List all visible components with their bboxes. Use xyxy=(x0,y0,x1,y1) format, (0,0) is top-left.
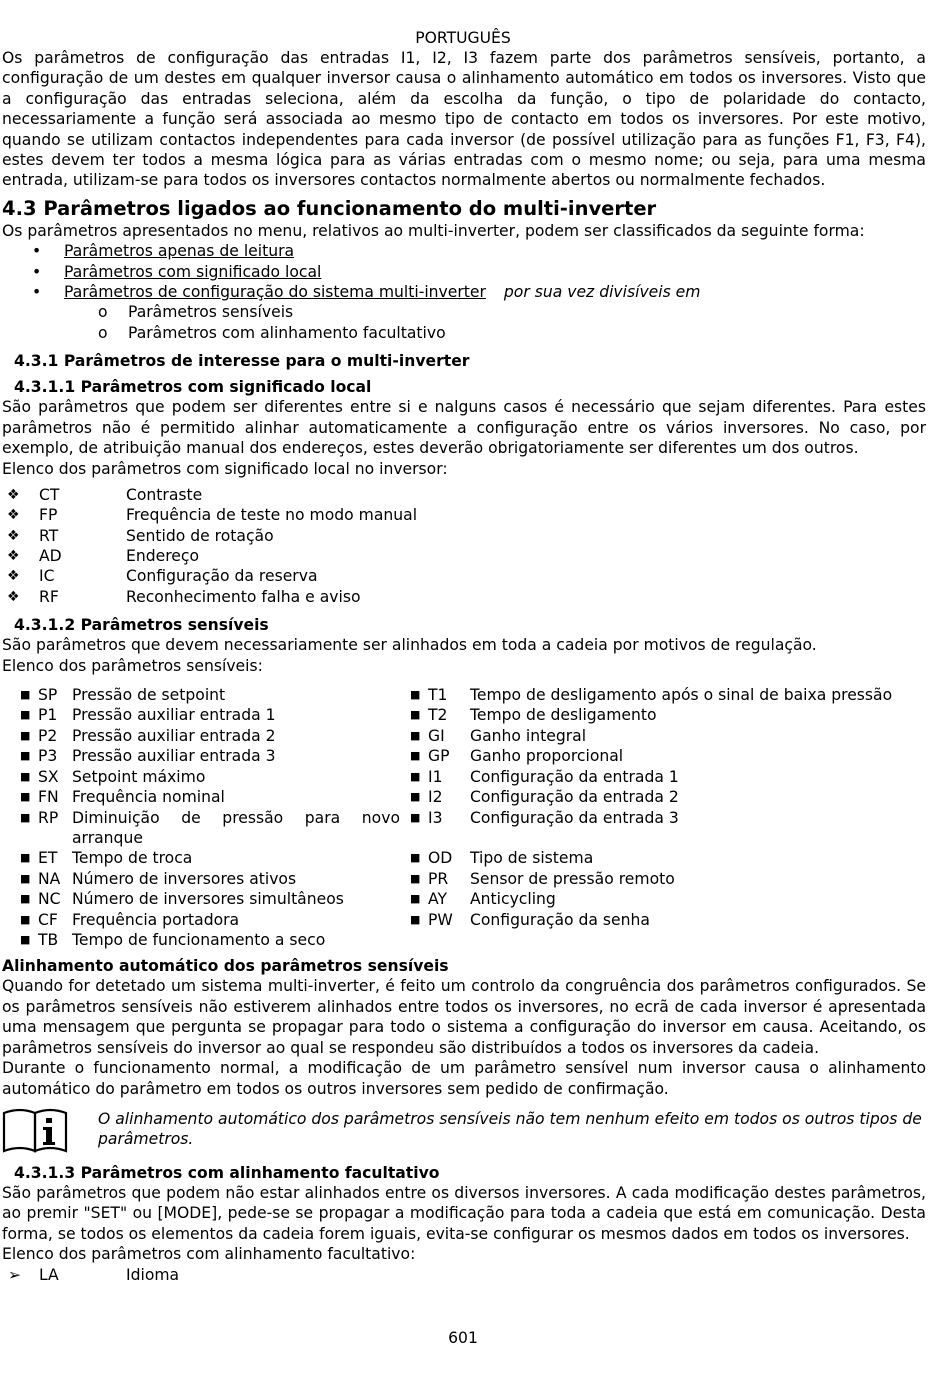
square-bullet-icon: ■ xyxy=(410,892,421,906)
square-bullet-icon: ■ xyxy=(410,769,421,783)
param-code: LA xyxy=(39,1265,59,1284)
arrow-bullet-icon: ➢ xyxy=(8,1265,22,1284)
list-item xyxy=(410,910,910,930)
square-bullet-icon: ■ xyxy=(20,749,31,763)
param-desc: Configuração da entrada 1 xyxy=(470,767,679,786)
param-desc: Configuração da entrada 2 xyxy=(470,788,679,807)
list-item xyxy=(2,526,926,546)
param-code: OD xyxy=(428,849,453,868)
square-bullet-icon: ■ xyxy=(20,769,31,783)
param-code: GP xyxy=(428,747,450,766)
square-bullet-icon: ■ xyxy=(20,871,31,885)
param-code: IC xyxy=(39,567,55,586)
param-code: T2 xyxy=(428,706,448,725)
section-4-3-1-3-title: 4.3.1.3 Parâmetros com alinhamento facultativo xyxy=(14,1163,440,1182)
list-item-label: Parâmetros com significado local xyxy=(64,262,322,281)
square-bullet-icon: ■ xyxy=(410,810,421,824)
alignment-paragraph-2: Durante o funcionamento normal, a modificação de um parâmetro sensível num inversor causa o alinhamento automático do parâmetro em todos os outros inversores sem pedido de confirmação. xyxy=(2,1059,926,1098)
list-item xyxy=(2,685,400,705)
param-desc: Reconhecimento falha e aviso xyxy=(126,587,361,606)
alignment-paragraph-1: Quando for detetado um sistema multi-inverter, é feito um controlo da congruência dos parâmetros configurados. Se os parâmetros sensíveis não estiverem alinhados entre todos os inversores, no ecrã de cada inversor é apresentada uma mensagem que pergunta se propagar para todo o sistema a configuração do inversor em causa. Aceitando, os parâmetros sensíveis do inversor ao qual se respondeu são distribuídos a todos os inversores da cadeia. xyxy=(2,977,926,1057)
param-desc: Endereço xyxy=(126,547,200,566)
classification-list xyxy=(2,241,926,302)
list-item xyxy=(2,930,400,950)
list-item xyxy=(410,808,910,828)
param-desc: Ganho integral xyxy=(470,726,587,745)
param-code: P3 xyxy=(38,747,58,766)
info-note-text: O alinhamento automático dos parâmetros sensíveis não tem nenhum efeito em todos os outros tipos de parâmetros. xyxy=(98,1109,922,1149)
square-bullet-icon: ■ xyxy=(410,749,421,763)
param-code: GI xyxy=(428,726,445,745)
sensitive-parameters-columns xyxy=(2,685,926,950)
list-item xyxy=(2,767,400,787)
list-item xyxy=(410,848,910,868)
square-bullet-icon: ■ xyxy=(20,912,31,926)
square-bullet-icon: ■ xyxy=(410,728,421,742)
list-item xyxy=(2,546,926,566)
param-desc: Tempo de troca xyxy=(72,849,193,868)
sensitive-left-list xyxy=(2,685,400,950)
list-item xyxy=(2,323,926,343)
square-bullet-icon: ■ xyxy=(410,871,421,885)
optional-list-intro: Elenco dos parâmetros com alinhamento facultativo: xyxy=(2,1245,416,1264)
list-item xyxy=(410,828,910,848)
sensitive-list-intro: Elenco dos parâmetros sensíveis: xyxy=(2,656,263,675)
list-item xyxy=(2,705,400,725)
list-item xyxy=(2,848,400,868)
param-code: P1 xyxy=(38,706,58,725)
param-code: TB xyxy=(38,930,59,949)
param-code: NA xyxy=(38,869,61,888)
param-code: SP xyxy=(38,686,58,705)
param-desc: Ganho proporcional xyxy=(470,747,624,766)
list-item xyxy=(410,787,910,807)
param-code: I3 xyxy=(428,808,443,827)
list-item xyxy=(2,787,400,807)
list-item xyxy=(2,302,926,322)
square-bullet-icon: ■ xyxy=(410,851,421,865)
param-code: SX xyxy=(38,767,59,786)
list-item xyxy=(2,505,926,525)
list-item xyxy=(410,746,910,766)
param-code: ET xyxy=(38,849,58,868)
square-bullet-icon: ■ xyxy=(410,790,421,804)
alignment-title: Alinhamento automático dos parâmetros sensíveis xyxy=(2,957,449,976)
list-item xyxy=(2,485,926,505)
list-item-label: Parâmetros com alinhamento facultativo xyxy=(128,323,446,342)
section-4-3-1-1-title: 4.3.1.1 Parâmetros com significado local xyxy=(14,378,372,397)
sub-classification-list xyxy=(2,302,926,343)
list-item xyxy=(2,889,400,909)
circle-bullet-icon: o xyxy=(98,323,108,342)
bullet-icon: • xyxy=(32,242,42,261)
param-desc: Configuração da reserva xyxy=(126,567,318,586)
square-bullet-icon: ■ xyxy=(20,892,31,906)
list-item-note: por sua vez divisíveis em xyxy=(503,283,701,302)
param-desc: Setpoint máximo xyxy=(72,767,206,786)
list-item-label: Parâmetros de configuração do sistema multi-inverter xyxy=(64,283,486,302)
square-bullet-icon: ■ xyxy=(20,688,31,702)
param-desc: Sensor de pressão remoto xyxy=(470,869,675,888)
square-bullet-icon: ■ xyxy=(20,932,31,946)
list-item xyxy=(2,910,400,930)
page-header: PORTUGUÊS xyxy=(415,29,511,47)
diamond-bullet-icon: ❖ xyxy=(7,486,20,503)
list-item xyxy=(2,262,926,282)
section-4-3-1-title: 4.3.1 Parâmetros de interesse para o multi-inverter xyxy=(14,352,470,371)
param-desc: Configuração da entrada 3 xyxy=(470,808,679,827)
list-item xyxy=(410,705,910,725)
list-item xyxy=(2,746,400,766)
param-code: I2 xyxy=(428,788,443,807)
list-item xyxy=(410,767,910,787)
param-desc: Contraste xyxy=(126,485,203,504)
param-code: AY xyxy=(428,890,447,909)
param-desc: Diminuição de pressão para novo arranque xyxy=(72,808,400,847)
square-bullet-icon: ■ xyxy=(20,728,31,742)
list-item-label: Parâmetros sensíveis xyxy=(128,303,294,322)
square-bullet-icon: ■ xyxy=(20,851,31,865)
local-parameters-list xyxy=(2,485,926,607)
square-bullet-icon: ■ xyxy=(410,912,421,926)
list-item xyxy=(2,587,926,607)
list-item xyxy=(410,869,910,889)
param-desc: Idioma xyxy=(126,1265,180,1284)
bullet-icon: • xyxy=(32,262,42,281)
param-desc: Pressão auxiliar entrada 2 xyxy=(72,726,276,745)
param-code: PR xyxy=(428,869,449,888)
param-desc: Tempo de funcionamento a seco xyxy=(72,930,326,949)
param-desc: Tipo de sistema xyxy=(470,849,594,868)
param-code: RT xyxy=(39,526,59,545)
list-item-label: Parâmetros apenas de leitura xyxy=(64,242,295,261)
list-item xyxy=(410,726,910,746)
section-4-3-title: 4.3 Parâmetros ligados ao funcionamento do multi-inverter xyxy=(2,196,657,220)
param-code: FP xyxy=(39,506,58,525)
list-item xyxy=(410,889,910,909)
square-bullet-icon: ■ xyxy=(410,688,421,702)
list-item xyxy=(2,1265,926,1285)
param-code: CT xyxy=(39,485,60,504)
param-code: FN xyxy=(38,788,59,807)
param-desc: Tempo de desligamento após o sinal de baixa pressão xyxy=(470,686,893,705)
list-item xyxy=(2,566,926,586)
square-bullet-icon: ■ xyxy=(20,708,31,722)
list-item xyxy=(2,282,926,302)
list-item xyxy=(410,685,910,705)
square-bullet-icon: ■ xyxy=(20,790,31,804)
param-desc: Número de inversores simultâneos xyxy=(72,890,344,909)
sensitive-left-column xyxy=(2,685,400,950)
param-code: NC xyxy=(38,890,61,909)
diamond-bullet-icon: ❖ xyxy=(7,527,20,544)
section-4-3-1-3-text: São parâmetros que podem não estar alinhados entre os diversos inversores. A cada modificação destes parâmetros, ao premir "SET" ou [MODE], pede-se se propagar a modificação para toda a cadeia que está em comunicação. Desta forma, se todos os elementos da cadeia forem iguais, evita-se configurar os mesmos dados em todos os inversores. xyxy=(2,1183,926,1243)
param-code: I1 xyxy=(428,767,443,786)
section-4-3-1-1-text: São parâmetros que podem ser diferentes entre si e nalguns casos é necessário que sejam diferentes. Para estes parâmetros não é permitido alinhar automaticamente a configuração entre os vários inversores. No caso, por exemplo, de atribuição manual dos endereços, estes deverão obrigatoriamente ser diferentes um dos outros. xyxy=(2,398,926,458)
param-code: RP xyxy=(38,808,59,827)
param-desc: Sentido de rotação xyxy=(126,526,274,545)
page-number: 601 xyxy=(448,1329,478,1347)
document-body xyxy=(2,28,926,1285)
sensitive-right-list xyxy=(410,685,910,930)
param-desc: Configuração da senha xyxy=(470,910,650,929)
param-desc: Pressão auxiliar entrada 1 xyxy=(72,706,276,725)
square-bullet-icon: ■ xyxy=(20,810,31,824)
info-book-icon xyxy=(2,1105,68,1155)
section-4-3-text: Os parâmetros apresentados no menu, relativos ao multi-inverter, podem ser classificados da seguinte forma: xyxy=(2,221,865,240)
list-item xyxy=(2,808,400,849)
list-item xyxy=(2,241,926,261)
param-code: RF xyxy=(39,587,59,606)
diamond-bullet-icon: ❖ xyxy=(7,548,20,565)
section-4-3-1-2-text: São parâmetros que devem necessariamente ser alinhados em toda a cadeia por motivos de regulação. xyxy=(2,636,817,655)
diamond-bullet-icon: ❖ xyxy=(7,507,20,524)
list-item xyxy=(2,726,400,746)
param-desc: Frequência portadora xyxy=(72,910,240,929)
param-desc: Frequência nominal xyxy=(72,788,225,807)
circle-bullet-icon: o xyxy=(98,303,108,322)
list-item xyxy=(2,869,400,889)
param-desc: Tempo de desligamento xyxy=(470,706,657,725)
param-code: PW xyxy=(428,910,453,929)
param-code: P2 xyxy=(38,726,58,745)
section-4-3-1-2-title: 4.3.1.2 Parâmetros sensíveis xyxy=(14,616,269,635)
param-desc: Pressão de setpoint xyxy=(72,686,226,705)
intro-paragraph: Os parâmetros de configuração das entradas I1, I2, I3 fazem parte dos parâmetros sensíveis, portanto, a configuração de um destes em qualquer inversor causa o alinhamento automático em todos os inversores. Visto que a configuração das entradas seleciona, além da escolha da função, o tipo de polaridade do contacto, necessariamente a função será associada ao mesmo tipo de contacto em todos os inversores. Por este motivo, quando se utilizam contactos independentes para cada inversor (de possível utilização para as funções F1, F3, F4), estes devem ter todos a mesma lógica para as várias entradas com o mesmo nome; ou seja, para uma mesma entrada, utilizam-se para todos os inversores contactos normalmente abertos ou normalmente fechados. xyxy=(2,49,926,190)
param-code: AD xyxy=(39,547,62,566)
param-desc: Frequência de teste no modo manual xyxy=(126,506,418,525)
bullet-icon: • xyxy=(32,283,42,302)
sensitive-right-column xyxy=(410,685,910,930)
diamond-bullet-icon: ❖ xyxy=(7,588,20,605)
param-code: T1 xyxy=(428,686,448,705)
param-code: CF xyxy=(38,910,58,929)
diamond-bullet-icon: ❖ xyxy=(7,568,20,585)
info-note xyxy=(2,1105,926,1161)
param-desc: Pressão auxiliar entrada 3 xyxy=(72,747,276,766)
local-list-intro: Elenco dos parâmetros com significado local no inversor: xyxy=(2,459,448,478)
param-desc: Anticycling xyxy=(470,890,556,909)
param-desc: Número de inversores ativos xyxy=(72,869,297,888)
square-bullet-icon: ■ xyxy=(410,708,421,722)
